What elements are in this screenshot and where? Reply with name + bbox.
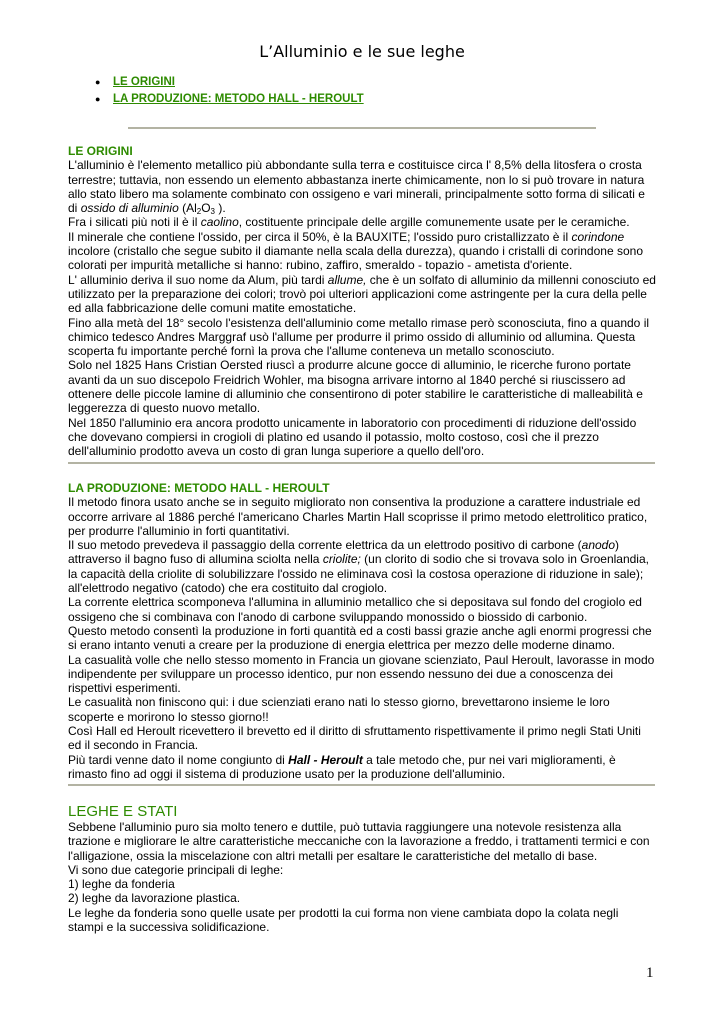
paragraph: Solo nel 1825 Hans Cristian Oersted riuscì a produrre alcune gocce di alluminio, le ricerche furono portate avanti da un suo discepolo Freidrich Wohler, ma bisogna arrivare intorno al 1840 perché si riuscissero ad ottenere delle piccole lamine di alluminio che consentirono di poter stabilire le caratteristiche di malleabilità e leggerezza di questo nuovo metallo. [68,358,643,416]
bullet-icon: ● [95,77,101,87]
paragraph: Questo metodo consentì la produzione in forti quantità ed a costi bassi grazie anche agli enormi progressi che si erano intanto venuti a creare per la produzione di energia elettrica per mezzo delle moderne dinamo. [68,623,652,653]
section-heading: LA PRODUZIONE: METODO HALL - HEROULT [68,481,330,495]
toc-item-origini [95,74,364,91]
divider [68,784,655,786]
table-of-contents [95,74,364,108]
paragraph: Sebbene l'alluminio puro sia molto tenero e duttile, può tuttavia raggiungere una notevole resistenza alla trazione e migliorare le altre caratteristiche meccaniche con la lavorazione a freddo, i trattamenti termici e con l'alligazione, ossia la miscelazione con altri metalli per esaltare le caratteristiche del metallo di base. [68,820,650,863]
list-item: 2) leghe da lavorazione plastica. [68,891,241,906]
paragraph: Il minerale che contiene l'ossido, per circa il 50%, è la BAUXITE; l'ossido puro cristallizzato è il corindone incolore (cristallo che segue subito il diamante nella scala della durezza), quando i cristalli di corindone sono colorati per impurità metalliche si hanno: rubino, zaffiro, smeraldo - topazio - ametista d'oriente. [68,229,643,273]
section-produzione [68,481,656,781]
paragraph: Così Hall ed Heroult ricevettero il brevetto ed il diritto di sfruttamento rispettivamente il primo negli Stati Uniti ed il secondo in Francia. [68,724,641,753]
list-item: 1) leghe da fonderia [68,877,175,892]
page-title: L’Alluminio e le sue leghe [259,42,465,61]
section-heading: LE ORIGINI [68,144,133,158]
page-number: 1 [646,965,654,981]
divider [128,127,596,129]
paragraph: Più tardi venne dato il nome congiunto di Hall - Heroult a tale metodo che, pur nei vari miglioramenti, è rimasto fino ad oggi il sistema di produzione usato per la produzione dell'alluminio. [68,752,616,781]
paragraph: Le leghe da fonderia sono quelle usate per prodotti la cui forma non viene cambiata dopo la colata negli stampi e la successiva solidificazione. [68,905,619,935]
divider [68,462,655,464]
toc-item-produzione [95,91,364,108]
toc-link-produzione[interactable]: LA PRODUZIONE: METODO HALL - HEROULT [113,93,364,105]
paragraph: Vi sono due categorie principali di leghe: [68,862,284,877]
paragraph: Nel 1850 l'alluminio era ancora prodotto unicamente in laboratorio con procedimenti di riduzione dell'ossido che dovevano compiersi in crogioli di platino ed usando il potassio, molto costoso, così che il prezzo dell'alluminio prodotto aveva un costo di gran lunga superiore a quello dell'oro. [68,415,637,459]
paragraph: Le casualità non finiscono qui: i due scienziati erano nati lo stesso giorno, brevettarono insieme le loro scoperte e morirono lo stesso giorno!! [68,695,610,724]
paragraph: La casualità volle che nello stesso momento in Francia un giovane scienziato, Paul Heroult, lavorasse in modo indipendente per sviluppare un processo identico, pur non essendo nessuno dei due a conoscenza dei rispettivi esperimenti. [68,652,655,696]
paragraph: Il suo metodo prevedeva il passaggio della corrente elettrica da un elettrodo positivo di carbone (anodo) attraverso il bagno fuso di allumina sciolta nella criolite; (un clorito di sodio che si trovava solo in Groenlandia, la capacità della criolite di solubilizzare l'ossido ne eliminava così la costosa operazione di riduzione in sale); all'elettrodo negativo (catodo) che era costituito dal crogiolo. [68,538,649,596]
paragraph: Il metodo finora usato anche se in seguito migliorato non consentiva la produzione a carattere industriale ed occorre arrivare al 1886 perché l'americano Charles Martin Hall scoprisse il primo metodo elettrolitico pratico, per produrre l'alluminio in forti quantitativi. [68,495,648,538]
section-leghe [68,803,656,934]
paragraph: L' alluminio deriva il suo nome da Alum, più tardi allume, che è un solfato di alluminio da millenni conosciuto ed utilizzato per la preparazione dei colori; trovò poi ulteriori applicazioni come astringente per la cura della pelle ed alla fabbricazione delle comuni matite emostatiche. [68,272,656,316]
paragraph: Fra i silicati più noti il è il caolino, costituente principale delle argille comunemente usate per le ceramiche. [68,215,630,230]
toc-link-origini[interactable]: LE ORIGINI [113,76,175,88]
section-heading: LEGHE E STATI [68,803,178,820]
paragraph: Fino alla metà del 18° secolo l'esistenza dell'alluminio come metallo rimase però sconosciuta, fino a quando il chimico tedesco Andres Marggraf usò l'allume per produrre il primo ossido di alluminio od allumina. Questa scoperta fu importante perché fornì la prova che l'allume conteneva un metallo sconosciuto. [68,315,650,359]
paragraph: L'alluminio è l'elemento metallico più abbondante sulla terra e costituisce circa l' 8,5% della litosfera o crosta terrestre; tuttavia, non essendo un elemento abbastanza inerte chimicamente, non lo si può trovare in natura allo stato libero ma solamente combinato con ossigeno e vari minerali, principalmente sotto forma di silicati e di ossido di alluminio ($Al_2O_3$ ). [68,158,645,217]
bullet-icon: ● [95,94,101,104]
paragraph: La corrente elettrica scomponeva l'allumina in alluminio metallico che si depositava sul fondo del crogiolo ed ossigeno che si combinava con l'anodo di carbone sviluppando monossido o biossido di carbonio. [68,595,642,624]
section-origini [68,144,656,459]
